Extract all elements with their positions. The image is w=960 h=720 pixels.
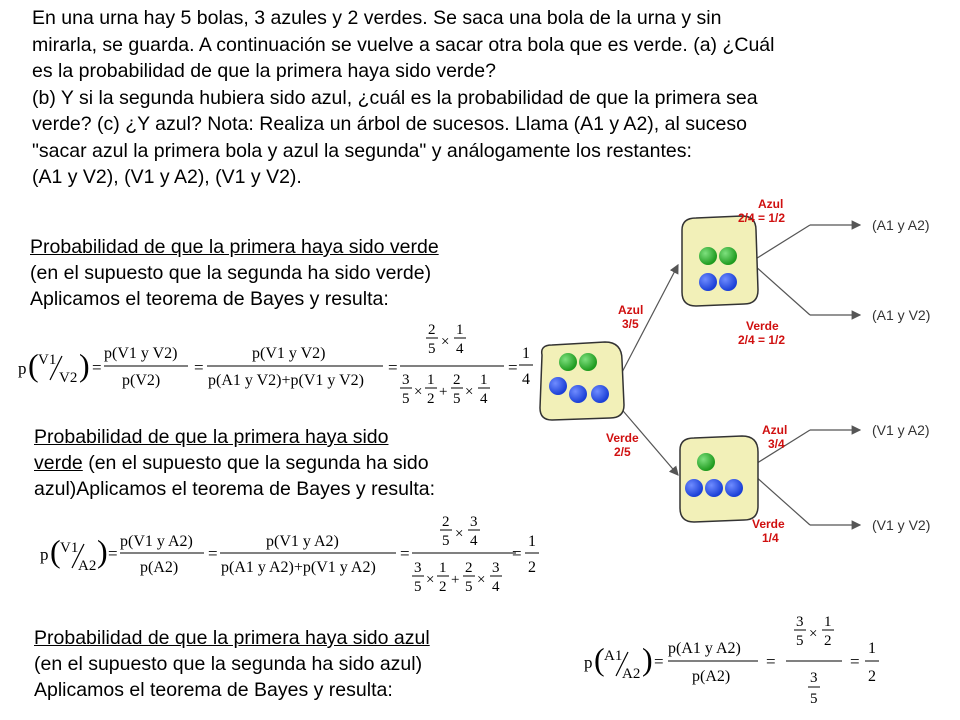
section-c-line: (en el supuesto que la segunda ha sido azul) xyxy=(34,653,423,675)
branch-probability: 2/4 = 1/2 xyxy=(738,211,786,225)
section-a-heading: Probabilidad de que la primera haya sido verde xyxy=(30,236,439,258)
formula-event: V1 xyxy=(38,352,57,368)
branch-label: Verde xyxy=(606,431,639,445)
equals-sign: = xyxy=(512,544,522,563)
urn-after-green xyxy=(680,436,758,522)
fraction-denominator: p(A1 y V2)+p(V1 y V2) xyxy=(208,372,364,389)
probability-tree xyxy=(530,190,950,560)
plus-sign: + xyxy=(439,384,448,400)
equals-sign: = xyxy=(850,652,860,671)
formula-p: p xyxy=(584,653,593,672)
formula-p: p xyxy=(40,545,49,564)
number: 5 xyxy=(402,391,410,407)
number: 2 xyxy=(453,372,461,388)
problem-line: (A1 y V2), (V1 y A2), (V1 y V2). xyxy=(32,166,302,188)
section-b-line: azul)Aplicamos el teorema de Bayes y resulta: xyxy=(34,478,436,500)
number: 1 xyxy=(427,372,435,388)
section-b-text xyxy=(34,424,544,502)
formula-event: A1 xyxy=(604,648,623,664)
formula-condition: A2 xyxy=(622,666,641,682)
section-b-heading: Probabilidad de que la primera haya sido xyxy=(34,426,389,448)
formula-paren-open: ( xyxy=(594,641,605,677)
urn-after-blue xyxy=(682,216,758,306)
green-ball xyxy=(719,247,737,265)
number: 2 xyxy=(439,579,447,595)
fraction-numerator: p(A1 y A2) xyxy=(668,640,741,657)
blue-ball xyxy=(591,385,609,403)
number: 1 xyxy=(456,322,464,338)
number: 2 xyxy=(824,633,832,649)
outcome-label: (A1 y V2) xyxy=(872,307,931,323)
formula-b xyxy=(34,512,544,604)
number: 3 xyxy=(492,560,500,576)
green-ball xyxy=(697,453,715,471)
number: 5 xyxy=(796,633,804,649)
result-denominator: 2 xyxy=(528,559,536,576)
branch-probability: 1/4 xyxy=(762,531,779,545)
number: 4 xyxy=(456,341,464,357)
equals-sign: = xyxy=(208,544,218,563)
times-sign: × xyxy=(426,572,435,588)
equals-sign: = xyxy=(108,544,118,563)
formula-a xyxy=(10,318,540,410)
number: 3 xyxy=(414,560,422,576)
number: 3 xyxy=(810,670,818,686)
branch-label: Azul xyxy=(758,197,784,211)
branch-probability: 2/4 = 1/2 xyxy=(738,333,786,347)
number: 5 xyxy=(453,391,461,407)
result-denominator: 4 xyxy=(522,371,530,388)
outcome-label: (V1 y V2) xyxy=(872,517,931,533)
equals-sign: = xyxy=(508,358,518,377)
result-numerator: 1 xyxy=(868,640,876,657)
result-denominator: 2 xyxy=(868,668,876,685)
problem-line: mirarla, se guarda. A continuación se vuelve a sacar otra bola que es verde. (a) ¿Cuál xyxy=(32,33,775,56)
outcome-label: (V1 y A2) xyxy=(872,422,930,438)
section-a-text xyxy=(30,234,540,312)
number: 1 xyxy=(480,372,488,388)
section-a-line: (en el supuesto que la segunda ha sido verde) xyxy=(30,262,432,284)
number: 5 xyxy=(414,579,422,595)
blue-ball xyxy=(725,479,743,497)
branch-probability: 3/4 xyxy=(768,437,785,451)
blue-ball xyxy=(719,273,737,291)
branch-line xyxy=(754,265,810,315)
branch-probability: 2/5 xyxy=(614,445,631,459)
number: 5 xyxy=(428,341,436,357)
branch-probability: 3/5 xyxy=(622,317,639,331)
formula-paren-close: ) xyxy=(97,533,108,569)
times-sign: × xyxy=(477,572,486,588)
number: 2 xyxy=(465,560,473,576)
fraction-numerator: p(V1 y A2) xyxy=(120,533,193,550)
times-sign: × xyxy=(465,384,474,400)
number: 4 xyxy=(470,533,478,549)
green-ball xyxy=(559,353,577,371)
number: 5 xyxy=(810,691,818,707)
formula-p: p xyxy=(18,359,27,378)
formula-paren-open: ( xyxy=(28,347,39,383)
branch-label: Verde xyxy=(752,517,785,531)
section-c-heading: Probabilidad de que la primera haya sido azul xyxy=(34,627,430,649)
fraction-numerator: p(V1 y A2) xyxy=(266,533,339,550)
problem-line: verde? (c) ¿Y azul? Nota: Realiza un árbol de sucesos. Llama (A1 y A2), al suceso xyxy=(32,113,747,135)
fraction-denominator: p(A1 y A2)+p(V1 y A2) xyxy=(221,559,376,576)
problem-line: "sacar azul la primera bola y azul la segunda" y análogamente los restantes: xyxy=(32,139,692,162)
times-sign: × xyxy=(441,334,450,350)
section-b-underlined: verde xyxy=(34,452,83,474)
number: 3 xyxy=(402,372,410,388)
formula-paren-open: ( xyxy=(50,533,61,569)
blue-ball xyxy=(549,377,567,395)
formula-event: V1 xyxy=(60,540,79,556)
problem-line: En una urna hay 5 bolas, 3 azules y 2 verdes. Se saca una bola de la urna y sin xyxy=(32,7,722,29)
times-sign: × xyxy=(809,626,818,642)
section-a-line: Aplicamos el teorema de Bayes y resulta: xyxy=(30,288,389,310)
formula-paren-close: ) xyxy=(79,347,90,383)
section-c-text xyxy=(34,625,544,703)
branch-line xyxy=(754,225,810,260)
result-numerator: 1 xyxy=(528,533,536,550)
section-c-line: Aplicamos el teorema de Bayes y resulta: xyxy=(34,679,393,701)
branch-label: Azul xyxy=(762,423,788,437)
number: 1 xyxy=(824,614,832,630)
formula-condition: V2 xyxy=(59,370,78,386)
number: 5 xyxy=(465,579,473,595)
number: 2 xyxy=(428,322,436,338)
times-sign: × xyxy=(414,384,423,400)
fraction-denominator: p(A2) xyxy=(692,668,731,685)
blue-ball xyxy=(685,479,703,497)
branch-label: Azul xyxy=(618,303,644,317)
equals-sign: = xyxy=(194,358,204,377)
branch-label: Verde xyxy=(746,319,779,333)
number: 1 xyxy=(439,560,447,576)
number: 5 xyxy=(442,533,450,549)
blue-ball xyxy=(705,479,723,497)
problem-line: es la probabilidad de que la primera haya sido verde? xyxy=(32,60,496,82)
blue-ball xyxy=(569,385,587,403)
fraction-denominator: p(V2) xyxy=(122,372,161,389)
plus-sign: + xyxy=(451,572,460,588)
equals-sign: = xyxy=(388,358,398,377)
green-ball xyxy=(579,353,597,371)
blue-ball xyxy=(699,273,717,291)
equals-sign: = xyxy=(654,652,664,671)
problem-statement xyxy=(32,5,952,191)
number: 4 xyxy=(480,391,488,407)
equals-sign: = xyxy=(400,544,410,563)
fraction-numerator: p(V1 y V2) xyxy=(252,345,326,362)
urn-initial xyxy=(540,342,624,420)
fraction-denominator: p(A2) xyxy=(140,559,179,576)
formula-c xyxy=(580,610,890,714)
number: 4 xyxy=(492,579,500,595)
equals-sign: = xyxy=(92,358,102,377)
number: 2 xyxy=(427,391,435,407)
problem-line: (b) Y si la segunda hubiera sido azul, ¿cuál es la probabilidad de que la primera sea xyxy=(32,86,758,109)
formula-paren-close: ) xyxy=(642,641,653,677)
formula-condition: A2 xyxy=(78,558,97,574)
result-numerator: 1 xyxy=(522,345,530,362)
fraction-numerator: p(V1 y V2) xyxy=(104,345,178,362)
green-ball xyxy=(699,247,717,265)
number: 3 xyxy=(470,514,478,530)
outcome-label: (A1 y A2) xyxy=(872,217,930,233)
equals-sign: = xyxy=(766,652,776,671)
section-b-line: (en el supuesto que la segunda ha sido xyxy=(82,452,429,474)
number: 3 xyxy=(796,614,804,630)
number: 2 xyxy=(442,514,450,530)
times-sign: × xyxy=(455,526,464,542)
